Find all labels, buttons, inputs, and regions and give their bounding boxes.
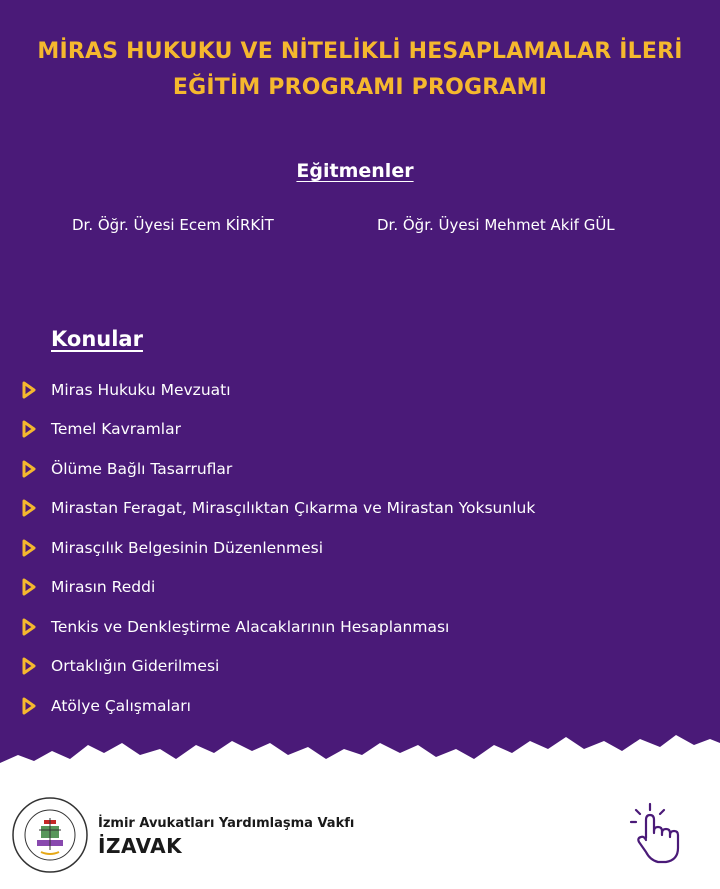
triangle-bullet-icon bbox=[22, 381, 36, 399]
topic-label: Mirastan Feragat, Mirasçılıktan Çıkarma ve Mirastan Yoksunluk bbox=[51, 499, 536, 518]
pointer-hand-icon bbox=[628, 800, 692, 866]
triangle-bullet-icon bbox=[22, 460, 36, 478]
topic-item bbox=[22, 568, 535, 608]
topic-item bbox=[22, 489, 535, 529]
topic-item bbox=[22, 410, 535, 450]
triangle-bullet-icon bbox=[22, 420, 36, 438]
topics-list bbox=[22, 370, 535, 726]
topic-label: Ölüme Bağlı Tasarruflar bbox=[51, 459, 233, 478]
triangle-bullet-icon bbox=[22, 618, 36, 636]
topic-label: Temel Kavramlar bbox=[51, 420, 181, 439]
triangle-bullet-icon bbox=[22, 539, 36, 557]
topics-heading: Konular bbox=[51, 327, 143, 351]
topic-label: Miras Hukuku Mevzuatı bbox=[51, 380, 231, 399]
title-line-1: MİRAS HUKUKU VE NİTELİKLİ HESAPLAMALAR İLERİ bbox=[37, 39, 683, 64]
instructors-heading: Eğitmenler bbox=[296, 160, 414, 182]
foundation-logo bbox=[11, 796, 89, 874]
title-line-2: EĞİTİM PROGRAMI PROGRAMI bbox=[172, 75, 548, 100]
foundation-name: İzmir Avukatları Yardımlaşma Vakfı bbox=[98, 816, 355, 831]
torn-paper-edge bbox=[0, 715, 720, 795]
instructor-name: Dr. Öğr. Üyesi Ecem KİRKİT bbox=[72, 216, 274, 234]
program-title bbox=[0, 34, 720, 106]
foundation-abbreviation: İZAVAK bbox=[98, 834, 183, 858]
topic-label: Ortaklığın Giderilmesi bbox=[51, 657, 220, 676]
topic-label: Atölye Çalışmaları bbox=[51, 696, 191, 715]
triangle-bullet-icon bbox=[22, 697, 36, 715]
topic-item bbox=[22, 607, 535, 647]
topic-item bbox=[22, 528, 535, 568]
triangle-bullet-icon bbox=[22, 578, 36, 596]
triangle-bullet-icon bbox=[22, 499, 36, 517]
topic-label: Mirasçılık Belgesinin Düzenlenmesi bbox=[51, 538, 324, 557]
topic-item bbox=[22, 449, 535, 489]
topic-item bbox=[22, 686, 535, 726]
instructor-name: Dr. Öğr. Üyesi Mehmet Akif GÜL bbox=[377, 216, 615, 234]
topic-label: Tenkis ve Denkleştirme Alacaklarının Hesaplanması bbox=[51, 617, 450, 636]
topic-item bbox=[22, 647, 535, 687]
topic-item bbox=[22, 370, 535, 410]
triangle-bullet-icon bbox=[22, 657, 36, 675]
topic-label: Mirasın Reddi bbox=[51, 578, 156, 597]
